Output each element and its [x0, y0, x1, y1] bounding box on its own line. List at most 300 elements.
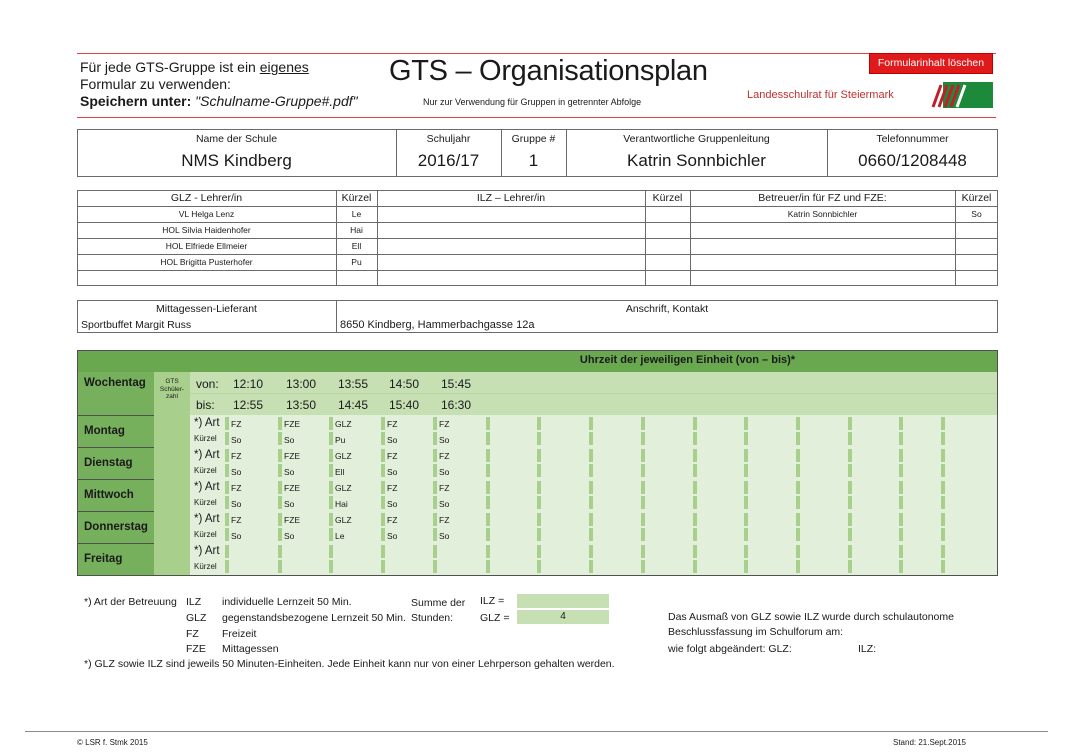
kuerzel-field[interactable]: Le [335, 531, 345, 541]
glz-teacher-field[interactable]: HOL Brigitta Pusterhofer [160, 257, 253, 267]
kuerzel-field[interactable]: Pu [335, 435, 346, 445]
art-field[interactable]: FZ [231, 419, 242, 429]
glz-kuerzel-field[interactable]: Le [351, 209, 362, 219]
slot-separator [329, 432, 333, 445]
slot-separator [225, 496, 229, 509]
slot-separator [744, 449, 748, 462]
slot-separator [744, 528, 748, 541]
page-title: GTS – Organisationsplan [389, 55, 708, 87]
slot-separator [941, 464, 945, 477]
slot-separator [848, 528, 852, 541]
kuerzel-label: Kürzel [194, 466, 217, 475]
school-label: Name der Schule [195, 133, 278, 145]
slot-separator [641, 417, 645, 430]
instruction-emphasis: eigenes [259, 59, 309, 75]
schuelerzahl-field[interactable] [154, 447, 190, 479]
slot-separator [381, 560, 385, 573]
legend-code: GLZ [186, 612, 207, 624]
art-field[interactable]: FZ [439, 451, 450, 461]
day-label: Donnerstag [84, 521, 148, 533]
kuerzel-field[interactable]: So [231, 499, 242, 509]
kuerzel-field[interactable]: So [439, 435, 450, 445]
kuerzel-label: Kürzel [194, 562, 217, 571]
slot-separator [433, 481, 437, 494]
art-field[interactable]: FZE [284, 483, 301, 493]
slot-separator [744, 560, 748, 573]
slot-separator [899, 432, 903, 445]
slot-separator [537, 417, 541, 430]
school-field[interactable]: NMS Kindberg [181, 151, 292, 170]
glz-teacher-field[interactable]: HOL Silvia Haidenhofer [162, 225, 251, 235]
slot-separator [796, 545, 800, 558]
time-from-field[interactable]: 13:00 [286, 377, 317, 391]
slot-separator [486, 464, 490, 477]
slot-separator [278, 513, 282, 526]
wochentag-header: Wochentag [84, 377, 146, 389]
header-bottom-rule [77, 117, 996, 118]
time-to-field[interactable]: 13:50 [286, 398, 317, 412]
slot-separator [381, 432, 385, 445]
slot-separator [329, 464, 333, 477]
slot-separator [693, 513, 697, 526]
slot-separator [589, 432, 593, 445]
schedule-heading: Uhrzeit der jeweiligen Einheit (von – bis)* [579, 354, 796, 366]
zahl-label: zahl [166, 393, 178, 400]
slot-separator [225, 545, 229, 558]
schueler-label: Schüler- [159, 385, 185, 393]
von-label: von: [196, 377, 219, 391]
slot-separator [329, 496, 333, 509]
slot-separator [641, 464, 645, 477]
kuerzel-field[interactable]: Hai [335, 499, 348, 509]
kuerzel-label: Kürzel [194, 498, 217, 507]
time-from-field[interactable]: 13:55 [338, 377, 369, 391]
gts-label: GTS [165, 378, 179, 385]
slot-separator [329, 545, 333, 558]
slot-separator [589, 545, 593, 558]
slot-separator [537, 545, 541, 558]
divider [77, 238, 998, 239]
slot-separator [589, 496, 593, 509]
divider [77, 270, 998, 271]
legend-code: ILZ [186, 596, 202, 608]
slot-separator [899, 528, 903, 541]
slot-separator [796, 528, 800, 541]
slot-separator [796, 513, 800, 526]
slot-separator [225, 432, 229, 445]
footer-rule [25, 731, 1048, 732]
schuelerzahl-field[interactable] [154, 415, 190, 447]
slot-separator [537, 464, 541, 477]
art-label: *) Art [194, 513, 220, 525]
slot-separator [941, 432, 945, 445]
slot-separator [693, 417, 697, 430]
slot-separator [744, 464, 748, 477]
year-label: Schuljahr [426, 133, 471, 145]
slot-separator [225, 560, 229, 573]
slot-separator [641, 560, 645, 573]
divider [645, 190, 646, 286]
slot-separator [641, 528, 645, 541]
schulforum-text-3: wie folgt abgeändert: GLZ: [668, 643, 792, 655]
art-field[interactable]: GLZ [335, 451, 352, 461]
slot-separator [381, 545, 385, 558]
year-field[interactable]: 2016/17 [417, 151, 480, 170]
art-field[interactable]: FZE [284, 515, 301, 525]
divider [77, 254, 998, 255]
lsr-logo-icon [929, 82, 993, 108]
instruction-line-2: Formular zu verwenden: [80, 76, 231, 92]
slot-separator [796, 560, 800, 573]
schuelerzahl-field[interactable] [154, 511, 190, 543]
divider [377, 190, 378, 286]
slot-separator [381, 496, 385, 509]
slot-separator [693, 464, 697, 477]
art-field[interactable]: GLZ [335, 483, 352, 493]
slot-separator [641, 481, 645, 494]
slot-separator [329, 528, 333, 541]
kuerzel-field[interactable]: So [231, 467, 242, 477]
art-label: *) Art [194, 449, 220, 461]
slot-separator [796, 417, 800, 430]
slot-separator [486, 528, 490, 541]
slot-separator [796, 496, 800, 509]
slot-separator [486, 560, 490, 573]
ilz-sum-field[interactable] [517, 594, 609, 608]
slot-separator [486, 481, 490, 494]
save-as-filename: "Schulname-Gruppe#.pdf" [195, 93, 358, 109]
slot-separator [941, 528, 945, 541]
legend-code: FZE [186, 643, 206, 655]
slot-separator [225, 417, 229, 430]
slot-separator [537, 513, 541, 526]
slot-separator [693, 545, 697, 558]
legend-title: *) Art der Betreuung [84, 596, 177, 608]
time-from-field[interactable]: 15:45 [441, 377, 472, 391]
kuerzel-field[interactable]: So [439, 499, 450, 509]
art-field[interactable]: FZ [387, 451, 398, 461]
slot-separator [693, 481, 697, 494]
schuelerzahl-field[interactable] [154, 543, 190, 575]
instruction-text: Für jede GTS-Gruppe ist ein [80, 59, 260, 75]
slot-separator [589, 417, 593, 430]
slot-separator [486, 496, 490, 509]
slot-separator [433, 464, 437, 477]
header-top-rule [77, 53, 996, 54]
slot-separator [278, 417, 282, 430]
kuerzel-field[interactable]: So [231, 531, 242, 541]
sum-label-line2: Stunden: [411, 612, 454, 624]
slot-separator [941, 545, 945, 558]
slot-separator [744, 481, 748, 494]
slot-separator [329, 417, 333, 430]
lunch-supplier-label: Mittagessen-Lieferant [156, 303, 257, 315]
slot-separator [941, 496, 945, 509]
slot-separator [848, 545, 852, 558]
slot-separator [589, 449, 593, 462]
glz-teacher-header: GLZ - Lehrer/in [170, 192, 243, 204]
slot-separator [796, 432, 800, 445]
slot-separator [433, 560, 437, 573]
slot-separator [486, 545, 490, 558]
slot-separator [278, 545, 282, 558]
slot-separator [278, 496, 282, 509]
slot-separator [225, 513, 229, 526]
kuerzel-field[interactable]: So [387, 531, 398, 541]
slot-separator [278, 481, 282, 494]
slot-separator [899, 417, 903, 430]
slot-separator [329, 481, 333, 494]
legend-desc: Mittagessen [222, 643, 279, 655]
slot-separator [278, 464, 282, 477]
slot-separator [941, 481, 945, 494]
group-label: Gruppe # [511, 133, 556, 145]
slot-separator [278, 449, 282, 462]
art-field[interactable]: GLZ [335, 419, 352, 429]
slot-separator [693, 449, 697, 462]
slot-separator [486, 449, 490, 462]
slot-separator [589, 560, 593, 573]
art-field[interactable]: FZ [439, 419, 450, 429]
slot-separator [433, 496, 437, 509]
kuerzel-field[interactable]: So [284, 531, 295, 541]
ilz-teacher-header: ILZ – Lehrer/in [476, 192, 546, 204]
schuelerzahl-field[interactable] [154, 479, 190, 511]
glz-sum-value: 4 [560, 611, 566, 622]
slot-separator [537, 528, 541, 541]
slot-separator [848, 464, 852, 477]
slot-separator [486, 513, 490, 526]
slot-separator [225, 449, 229, 462]
time-to-field[interactable]: 12:55 [233, 398, 264, 412]
slot-separator [848, 432, 852, 445]
slot-separator [848, 417, 852, 430]
divider [77, 206, 998, 207]
sum-label-line1: Summe der [411, 597, 466, 609]
day-label: Freitag [84, 553, 123, 565]
slot-separator [329, 449, 333, 462]
slot-separator [589, 528, 593, 541]
lead-label: Verantwortliche Gruppenleitung [623, 133, 770, 145]
slot-separator [796, 464, 800, 477]
address-label: Anschrift, Kontakt [625, 303, 709, 315]
betreuer-field[interactable]: Katrin Sonnbichler [787, 209, 858, 219]
legend-code: FZ [186, 628, 199, 640]
lunch-supplier-field[interactable]: Sportbuffet Margit Russ [81, 319, 192, 331]
time-to-field[interactable]: 14:45 [338, 398, 369, 412]
slot-separator [848, 513, 852, 526]
slot-separator [899, 481, 903, 494]
art-field[interactable]: FZE [284, 419, 301, 429]
slot-separator [848, 496, 852, 509]
time-from-field[interactable]: 14:50 [389, 377, 420, 391]
slot-separator [537, 496, 541, 509]
art-field[interactable]: FZ [439, 515, 450, 525]
kuerzel-field[interactable]: So [284, 435, 295, 445]
slot-separator [537, 560, 541, 573]
slot-separator [941, 417, 945, 430]
slot-separator [744, 417, 748, 430]
schuelerzahl-header [154, 378, 190, 401]
legend-desc: individuelle Lernzeit 50 Min. [222, 596, 352, 608]
art-field[interactable]: GLZ [335, 515, 352, 525]
art-field[interactable]: FZ [231, 515, 242, 525]
slot-separator [796, 481, 800, 494]
slot-separator [381, 464, 385, 477]
slot-separator [899, 513, 903, 526]
slot-separator [941, 449, 945, 462]
slot-separator [641, 545, 645, 558]
slot-separator [848, 560, 852, 573]
slot-separator [278, 560, 282, 573]
slot-separator [744, 513, 748, 526]
kuerzel-field[interactable]: So [284, 467, 295, 477]
schulforum-text-1: Das Ausmaß von GLZ sowie ILZ wurde durch schulautonome [668, 611, 954, 623]
slot-separator [899, 449, 903, 462]
kuerzel-label: Kürzel [194, 434, 217, 443]
art-field[interactable]: FZ [231, 483, 242, 493]
kuerzel-field[interactable]: So [231, 435, 242, 445]
glz-sum-field[interactable] [517, 610, 609, 624]
time-from-field[interactable]: 12:10 [233, 377, 264, 391]
slot-separator [589, 513, 593, 526]
slot-separator [433, 528, 437, 541]
page-subtitle: Nur zur Verwendung für Gruppen in getrennter Abfolge [423, 97, 642, 107]
slot-separator [941, 560, 945, 573]
glz-kuerzel-header: Kürzel [341, 192, 372, 204]
group-field[interactable]: 1 [528, 151, 539, 170]
schulforum-ilz-label: ILZ: [858, 643, 877, 655]
art-label: *) Art [194, 545, 220, 557]
slot-separator [381, 417, 385, 430]
slot-separator [381, 528, 385, 541]
art-field[interactable]: FZ [387, 515, 398, 525]
slot-separator [329, 560, 333, 573]
art-field[interactable]: FZ [387, 483, 398, 493]
art-label: *) Art [194, 417, 220, 429]
instruction-line-3 [80, 93, 358, 109]
legend-desc: gegenstandsbezogene Lernzeit 50 Min. [222, 612, 406, 624]
glz-sum-label: GLZ = [480, 612, 510, 624]
kuerzel-field[interactable]: So [284, 499, 295, 509]
art-field[interactable]: FZ [231, 451, 242, 461]
slot-separator [744, 545, 748, 558]
glz-kuerzel-field[interactable]: Pu [351, 257, 362, 267]
slot-separator [433, 432, 437, 445]
slot-separator [641, 496, 645, 509]
kuerzel-label: Kürzel [194, 530, 217, 539]
slot-separator [433, 417, 437, 430]
glz-teacher-field[interactable]: HOL Elfriede Ellmeier [165, 241, 248, 251]
divider [190, 393, 997, 394]
slot-separator [641, 449, 645, 462]
slot-separator [433, 513, 437, 526]
ilz-kuerzel-header: Kürzel [652, 192, 683, 204]
save-as-label: Speichern unter: [80, 93, 196, 109]
slot-separator [589, 464, 593, 477]
time-to-field[interactable]: 16:30 [441, 398, 472, 412]
slot-separator [433, 449, 437, 462]
slot-separator [848, 481, 852, 494]
slot-separator [486, 432, 490, 445]
day-label: Mittwoch [84, 489, 134, 501]
authority-name: Landesschulrat für Steiermark [747, 89, 894, 101]
slot-separator [329, 513, 333, 526]
slot-separator [381, 513, 385, 526]
slot-separator [486, 417, 490, 430]
slot-separator [899, 545, 903, 558]
legend-desc: Freizeit [222, 628, 257, 640]
divider [955, 190, 956, 286]
phone-field[interactable]: 0660/1208448 [858, 151, 967, 170]
slot-separator [641, 432, 645, 445]
slot-separator [941, 513, 945, 526]
slot-separator [225, 464, 229, 477]
address-field[interactable]: 8650 Kindberg, Hammerbachgasse 12a [340, 319, 535, 331]
bis-label: bis: [196, 398, 215, 412]
betreuer-kuerzel-field[interactable]: So [971, 209, 982, 219]
legend-note: *) GLZ sowie ILZ sind jeweils 50 Minuten-Einheiten. Jede Einheit kann nur von einer Lehrperson gehalten werden. [84, 658, 615, 670]
slot-separator [278, 432, 282, 445]
art-field[interactable]: FZ [387, 419, 398, 429]
divider [77, 222, 998, 223]
schedule-grid [77, 350, 998, 576]
slot-separator [693, 432, 697, 445]
kuerzel-field[interactable]: So [439, 531, 450, 541]
slot-separator [225, 481, 229, 494]
slot-separator [537, 432, 541, 445]
art-field[interactable]: FZE [284, 451, 301, 461]
time-to-field[interactable]: 15:40 [389, 398, 420, 412]
betreuer-kuerzel-header: Kürzel [961, 192, 992, 204]
kuerzel-field[interactable]: So [387, 499, 398, 509]
divider [336, 190, 337, 286]
instruction-line-1 [80, 59, 309, 75]
kuerzel-field[interactable]: Ell [335, 467, 345, 477]
lead-field[interactable]: Katrin Sonnbichler [627, 151, 766, 170]
slot-separator [381, 449, 385, 462]
slot-separator [537, 449, 541, 462]
slot-separator [537, 481, 541, 494]
kuerzel-field[interactable]: So [387, 467, 398, 477]
slot-separator [744, 496, 748, 509]
slot-separator [899, 464, 903, 477]
schulforum-text-2: Beschlussfassung im Schulforum am: [668, 626, 844, 638]
art-field[interactable]: FZ [439, 483, 450, 493]
slot-separator [899, 496, 903, 509]
footer-version: Stand: 21.Sept.2015 [893, 738, 966, 747]
slot-separator [693, 496, 697, 509]
slot-separator [899, 560, 903, 573]
art-label: *) Art [194, 481, 220, 493]
slot-separator [381, 481, 385, 494]
divider [690, 190, 691, 286]
slot-separator [796, 449, 800, 462]
betreuer-header: Betreuer/in für FZ und FZE: [758, 192, 887, 204]
slot-separator [278, 528, 282, 541]
clear-form-button[interactable]: Formularinhalt löschen [869, 53, 993, 74]
slot-separator [225, 528, 229, 541]
slot-separator [848, 449, 852, 462]
glz-kuerzel-field[interactable]: Ell [351, 241, 362, 251]
glz-teacher-field[interactable]: VL Helga Lenz [178, 209, 235, 219]
slot-separator [693, 528, 697, 541]
day-label: Dienstag [84, 457, 133, 469]
kuerzel-field[interactable]: So [439, 467, 450, 477]
glz-kuerzel-field[interactable]: Hai [350, 225, 363, 235]
slot-separator [693, 560, 697, 573]
kuerzel-field[interactable]: So [387, 435, 398, 445]
